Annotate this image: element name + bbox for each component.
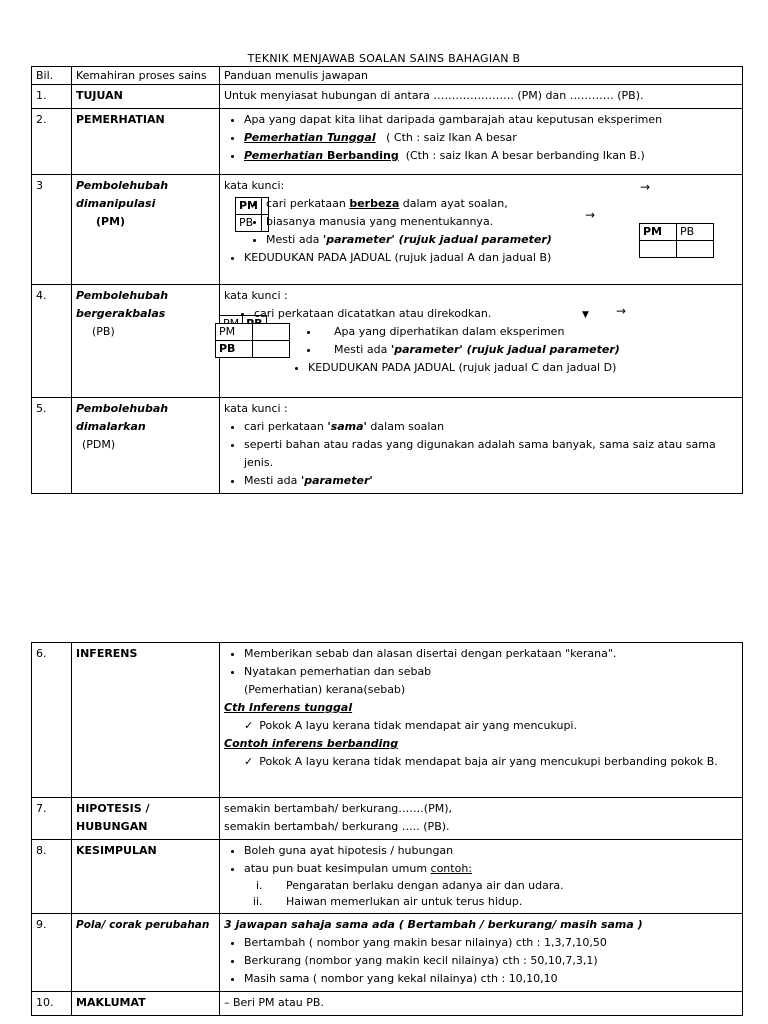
table-row [32, 840, 743, 914]
skill-cell: HIPOTESIS / HUBUNGAN [72, 798, 220, 840]
guide-text: – Beri PM atau PB. [220, 992, 743, 1016]
guide-cell: kata kunci : • cari perkataan 'sama' dalam soalan • seperti bahan atau radas yang digunakan adalah sama banyak, sama saiz atau sama jenis. • Mesti ada 'parameter' [220, 398, 743, 494]
table-header-row [32, 67, 743, 85]
row-number: 4. [32, 285, 72, 398]
list-item: • cari perkataan 'sama' dalam soalan [244, 418, 738, 436]
row-number: 6. [32, 643, 72, 798]
example-heading: Cth Inferens tunggal [224, 701, 353, 714]
guide-cell: • Memberikan sebab dan alasan disertai dengan perkataan "kerana". • Nyatakan pemerhatian dan sebab (Pemerhatian) kerana(sebab) Cth Inferens tunggal ✓ Pokok A layu kerana tidak mendapat air yang mencukupi. Contoh inferens berbanding ✓ Pokok A layu kerana tidak mendapat baja air yang mencukupi berbanding pokok B. [220, 643, 743, 798]
row-number: 5. [32, 398, 72, 494]
table-row [32, 175, 743, 285]
row-number: 3 [32, 175, 72, 285]
table-row [32, 398, 743, 494]
skill-name: MAKLUMAT [72, 992, 220, 1016]
skill-cell: Pembolehubah bergerakbalas (PB) [72, 285, 220, 398]
guide-cell: semakin bertambah/ berkurang…….(PM), semakin bertambah/ berkurang ….. (PB). [220, 798, 743, 840]
skills-table-part-1 [31, 66, 743, 494]
list-item: • cari perkataan berbeza dalam ayat soalan, [266, 195, 738, 213]
header-bil: Bil. [32, 67, 72, 85]
pm-pb-horizontal-box: PM PB [639, 223, 714, 258]
list-item: • Mesti ada 'parameter' (rujuk jadual parameter) [320, 341, 738, 359]
list-item: • Bertambah ( nombor yang makin besar nilainya) cth : 1,3,7,10,50 [244, 934, 738, 952]
example-heading: Contoh inferens berbanding [224, 737, 399, 750]
arrow-right-icon: → [585, 208, 596, 222]
skill-name: Pola/ corak perubahan [72, 914, 220, 992]
table-row [32, 798, 743, 840]
row-number: 9. [32, 914, 72, 992]
skill-name: PEMERHATIAN [72, 109, 220, 175]
skill-name: KESIMPULAN [72, 840, 220, 914]
row-number: 10. [32, 992, 72, 1016]
list-item: • Pemerhatian Tunggal ( Cth : saiz Ikan A besar [244, 129, 738, 147]
list-item: • KEDUDUKAN PADA JADUAL (rujuk jadual C dan jadual D) [308, 359, 738, 377]
table-row [32, 109, 743, 175]
list-item: • KEDUDUKAN PADA JADUAL (rujuk jadual A dan jadual B) [244, 249, 738, 267]
pm-pb-vertical-box: PM PB [235, 197, 269, 232]
guide-text: Untuk menyiasat hubungan di antara …………………. (PM) dan ………… (PB). [220, 85, 743, 109]
guide-cell [220, 109, 743, 175]
arrow-right-icon: → [616, 304, 627, 318]
arrow-down-icon: ▼ [582, 310, 589, 320]
list-item: ii. Haiwan memerlukan air untuk terus hidup. [266, 894, 738, 910]
list-item: • Memberikan sebab dan alasan disertai dengan perkataan "kerana". [244, 645, 738, 663]
header-skill: Kemahiran proses sains [72, 67, 220, 85]
list-item: ✓ Pokok A layu kerana tidak mendapat air yang mencukupi. [260, 717, 738, 735]
row-number: 7. [32, 798, 72, 840]
skills-table-part-2 [31, 642, 743, 1016]
table-row [32, 992, 743, 1016]
guide-cell: kata kunci : • cari perkataan dicatatkan atau direkodkan. • Apa yang diperhatikan dalam eksperimen • Mesti ada 'parameter' (rujuk jadual parameter) • KEDUDUKAN PADA JADUAL (rujuk jadual C dan jadual D) PM PB ▼ → [220, 285, 743, 398]
list-item: • Mesti ada 'parameter' (rujuk jadual parameter) [266, 231, 738, 249]
pm-pb-vertical-box: PM PB [215, 323, 290, 358]
row-number: 2. [32, 109, 72, 175]
table-row [32, 85, 743, 109]
skill-name: INFERENS [72, 643, 220, 798]
list-item: ✓ Pokok A layu kerana tidak mendapat baja air yang mencukupi berbanding pokok B. [260, 753, 738, 771]
list-item: • Masih sama ( nombor yang kekal nilainya) cth : 10,10,10 [244, 970, 738, 988]
list-item: • cari perkataan dicatatkan atau direkodkan. [254, 305, 738, 323]
list-item: • Pemerhatian Berbanding (Cth : saiz Ikan A besar berbanding Ikan B.) [244, 147, 738, 165]
list-item: • Boleh guna ayat hipotesis / hubungan [244, 842, 738, 860]
header-guide: Panduan menulis jawapan [220, 67, 743, 85]
guide-cell: 3 jawapan sahaja sama ada ( Bertambah / berkurang/ masih sama ) • Bertambah ( nombor yang makin besar nilainya) cth : 1,3,7,10,50 • Berkurang (nombor yang makin kecil nilainya) cth : 50,10,7,3,1) • Masih sama ( nombor yang kekal nilainya) cth : 10,10,10 [220, 914, 743, 992]
guide-cell: kata kunci: • cari perkataan berbeza dalam ayat soalan, • biasanya manusia yang menentukannya. • Mesti ada 'parameter' (rujuk jadual parameter) • KEDUDUKAN PADA JADUAL (rujuk jadual A dan jadual B) → → PM PB [220, 175, 743, 285]
list-item: • biasanya manusia yang menentukannya. [266, 213, 738, 231]
table-row [32, 643, 743, 798]
skill-name: TUJUAN [72, 85, 220, 109]
list-item: • Apa yang dapat kita lihat daripada gambarajah atau keputusan eksperimen [244, 111, 738, 129]
list-item: • Mesti ada 'parameter' [244, 472, 738, 490]
table-row [32, 914, 743, 992]
arrow-right-icon: → [640, 180, 651, 194]
skill-cell: Pembolehubah dimanipulasi (PM) PM PB [72, 175, 220, 285]
guide-cell [220, 840, 743, 914]
list-item: i. Pengaratan berlaku dengan adanya air dan udara. [266, 878, 738, 894]
skill-cell: Pembolehubah dimalarkan (PDM) [72, 398, 220, 494]
table-row [32, 285, 743, 398]
list-item: • Apa yang diperhatikan dalam eksperimen [320, 323, 738, 341]
row-number: 8. [32, 840, 72, 914]
list-item: • atau pun buat kesimpulan umum contoh: [244, 860, 738, 878]
row-number: 1. [32, 85, 72, 109]
list-item: • Berkurang (nombor yang makin kecil nilainya) cth : 50,10,7,3,1) [244, 952, 738, 970]
list-item: • Nyatakan pemerhatian dan sebab [244, 663, 738, 681]
list-item: • seperti bahan atau radas yang digunakan adalah sama banyak, sama saiz atau sama jenis. [244, 436, 738, 472]
page-title: TEKNIK MENJAWAB SOALAN SAINS BAHAGIAN B [247, 52, 521, 65]
